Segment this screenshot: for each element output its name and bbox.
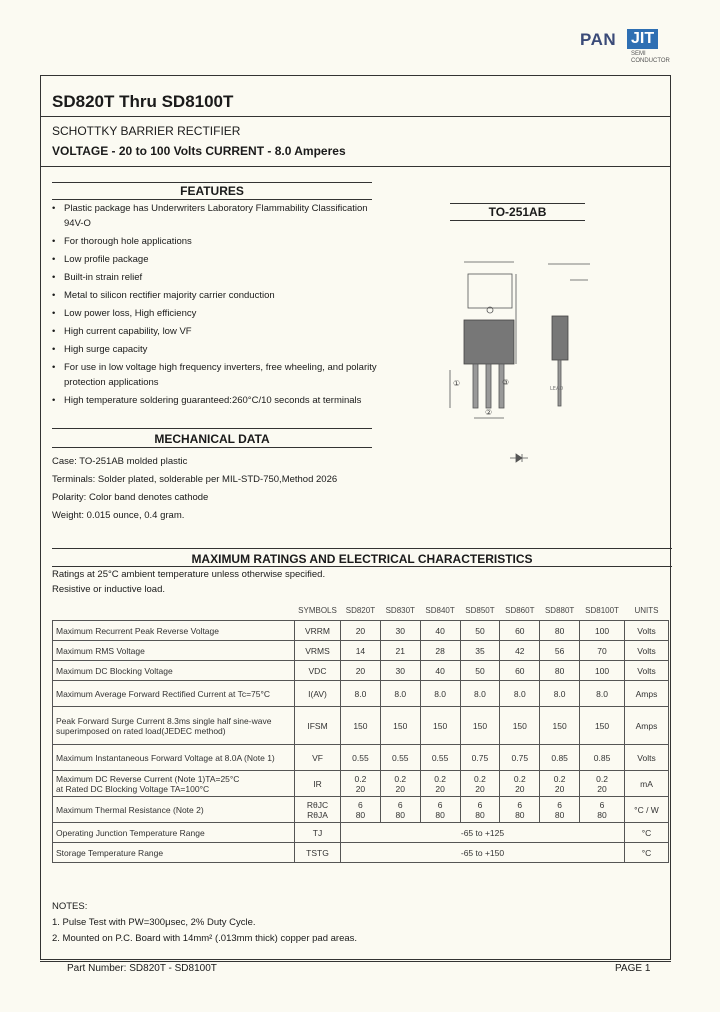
logo-subtext	[631, 51, 670, 65]
value-cell: 0.75	[460, 745, 500, 771]
feature-item: • Plastic package has Underwriters Laboratory Flammability Classification 94V-O	[52, 201, 382, 231]
value-cell	[500, 797, 540, 823]
param-cell: Maximum Average Forward Rectified Current at Tc=75°C	[53, 681, 295, 707]
table-header-cell: SD860T	[500, 600, 540, 621]
value-text: 6	[517, 799, 523, 810]
table-header-cell: UNITS	[625, 600, 669, 621]
logo-jit-text: JIT	[627, 29, 658, 49]
param-cell: Maximum DC Blocking Voltage	[53, 661, 295, 681]
divider	[52, 428, 372, 429]
value-cell: 8.0	[420, 681, 460, 707]
logo-sub-line2: CONDUCTOR	[631, 58, 670, 64]
value-cell: 30	[380, 621, 420, 641]
divider	[52, 182, 372, 183]
value-cell: 8.0	[460, 681, 500, 707]
table-row	[53, 797, 669, 823]
ratings-note: Ratings at 25°C ambient temperature unless otherwise specified.	[52, 569, 326, 580]
param-text: Maximum DC Reverse Current (Note 1)TA=25°C	[56, 773, 240, 784]
mechanical-list	[52, 456, 337, 528]
value-text: 0.2	[474, 773, 486, 784]
feature-item: • For use in low voltage high frequency inverters, free wheeling, and polarity protection applications	[52, 360, 382, 390]
value-text: 80	[435, 809, 445, 820]
table-row	[53, 681, 669, 707]
table-row	[53, 843, 669, 863]
table-row	[53, 707, 669, 745]
table-row	[53, 641, 669, 661]
param-cell: Peak Forward Surge Current 8.3ms single half sine-wave superimposed on rated load(JEDEC method)	[53, 707, 295, 745]
value-cell: 20	[341, 661, 381, 681]
value-text: 6	[599, 799, 605, 810]
symbol-cell: IR	[295, 771, 341, 797]
value-text: 20	[355, 783, 366, 794]
divider	[52, 566, 672, 567]
device-type: SCHOTTKY BARRIER RECTIFIER	[52, 124, 241, 138]
value-cell: 14	[341, 641, 381, 661]
note-item: 2. Mounted on P.C. Board with 14mm² (.013mm thick) copper pad areas.	[52, 933, 358, 944]
param-cell: Maximum Instantaneous Forward Voltage at 8.0A (Note 1)	[53, 745, 295, 771]
panjit-logo	[578, 26, 678, 68]
param-cell: Storage Temperature Range	[53, 843, 295, 863]
logo-pan-text: PAN	[580, 30, 617, 49]
table-header-cell: SD840T	[420, 600, 460, 621]
features-list	[52, 201, 382, 411]
value-cell: 0.55	[341, 745, 381, 771]
feature-item: • Low profile package	[52, 252, 382, 267]
value-cell: 0.55	[420, 745, 460, 771]
value-cell: 70	[580, 641, 625, 661]
value-text: 20	[554, 783, 565, 794]
unit-cell: Volts	[625, 745, 669, 771]
logo-sub-line1: SEMI	[631, 51, 646, 57]
feature-item: • High current capability, low VF	[52, 324, 382, 339]
unit-cell: °C / W	[625, 797, 669, 823]
value-text: 0.2	[513, 773, 526, 784]
value-cell: 80	[540, 621, 580, 641]
value-text: 20	[597, 783, 607, 794]
divider	[52, 199, 372, 200]
feature-item: • For thorough hole applications	[52, 234, 382, 249]
value-cell	[420, 771, 460, 797]
divider	[52, 548, 672, 549]
table-row	[53, 823, 669, 843]
value-cell: 40	[420, 621, 460, 641]
value-cell: 0.85	[540, 745, 580, 771]
value-cell: 8.0	[500, 681, 540, 707]
unit-cell: °C	[625, 823, 669, 843]
value-cell: 8.0	[580, 681, 625, 707]
value-cell: 50	[460, 661, 500, 681]
value-cell: 100	[580, 661, 625, 681]
package-label: TO-251AB	[450, 203, 585, 221]
unit-cell: mA	[625, 771, 669, 797]
ratings-note: Resistive or inductive load.	[52, 584, 165, 595]
feature-item: • Built-in strain relief	[52, 270, 382, 285]
features-heading: FEATURES	[180, 184, 244, 198]
value-cell: 30	[380, 661, 420, 681]
value-text: 0.2	[434, 773, 447, 784]
unit-cell: Volts	[625, 641, 669, 661]
value-text: 20	[435, 783, 445, 794]
feature-item: • Low power loss, High efficiency	[52, 306, 382, 321]
symbol-cell: VRMS	[295, 641, 341, 661]
value-text: 80	[395, 809, 405, 820]
param-cell: Maximum Recurrent Peak Reverse Voltage	[53, 621, 295, 641]
param-cell: Maximum Thermal Resistance (Note 2)	[53, 797, 295, 823]
value-cell: 21	[380, 641, 420, 661]
ratings-table	[52, 600, 669, 863]
value-cell: 8.0	[540, 681, 580, 707]
table-header-row	[53, 600, 669, 621]
value-cell	[341, 771, 381, 797]
value-text: 20	[515, 783, 525, 794]
divider	[40, 116, 671, 117]
value-cell	[341, 797, 381, 823]
pin3-label: ③	[502, 378, 510, 387]
value-cell: -65 to +125	[341, 823, 625, 843]
symbol-cell	[295, 797, 341, 823]
unit-cell: Volts	[625, 621, 669, 641]
table-header-cell: SD830T	[380, 600, 420, 621]
value-cell: 28	[420, 641, 460, 661]
value-cell	[460, 771, 500, 797]
value-cell: 150	[500, 707, 540, 745]
value-cell: 60	[500, 661, 540, 681]
value-cell	[500, 771, 540, 797]
value-cell: 0.75	[500, 745, 540, 771]
symbol-cell: TJ	[295, 823, 341, 843]
unit-cell: Volts	[625, 661, 669, 681]
notes-heading: NOTES:	[52, 901, 88, 912]
unit-cell: °C	[625, 843, 669, 863]
note-item: 1. Pulse Test with PW=300μsec, 2% Duty Cycle.	[52, 917, 256, 928]
table-header-cell: SYMBOLS	[295, 600, 341, 621]
value-text: 6	[477, 799, 483, 810]
mechanical-item: Weight: 0.015 ounce, 0.4 gram.	[52, 510, 185, 521]
package-drawing	[430, 240, 600, 470]
table-row	[53, 661, 669, 681]
value-text: 0.2	[596, 773, 608, 784]
ratings-heading: MAXIMUM RATINGS AND ELECTRICAL CHARACTERISTICS	[191, 552, 533, 566]
footer-divider	[40, 961, 671, 962]
unit-cell: Amps	[625, 707, 669, 745]
value-cell: 150	[380, 707, 420, 745]
value-cell	[380, 771, 420, 797]
value-text: 6	[358, 799, 363, 810]
symbol-text: RθJC	[306, 799, 329, 810]
param-cell: Maximum RMS Voltage	[53, 641, 295, 661]
value-cell: 150	[460, 707, 500, 745]
value-text: 0.2	[354, 773, 367, 784]
divider	[52, 447, 372, 448]
table-row	[53, 771, 669, 797]
mechanical-heading: MECHANICAL DATA	[154, 432, 270, 446]
divider	[40, 166, 671, 167]
lead-label: LEAD	[550, 386, 564, 392]
value-text: 80	[475, 809, 485, 820]
symbol-cell: IFSM	[295, 707, 341, 745]
value-text: 0.2	[394, 773, 407, 784]
value-cell: 0.85	[580, 745, 625, 771]
value-text: 20	[475, 783, 485, 794]
table-row	[53, 621, 669, 641]
value-text: 6	[397, 799, 403, 810]
mechanical-item: Terminals: Solder plated, solderable per MIL-STD-750,Method 2026	[52, 474, 338, 485]
page-title: SD820T Thru SD8100T	[52, 92, 234, 111]
value-cell	[540, 771, 580, 797]
feature-item: • High temperature soldering guaranteed:260°C/10 seconds at terminals	[52, 393, 382, 408]
unit-cell: Amps	[625, 681, 669, 707]
pin2-label: ②	[485, 408, 493, 417]
symbol-cell: VF	[295, 745, 341, 771]
value-cell	[540, 797, 580, 823]
value-text: 80	[355, 809, 366, 820]
value-text: 0.2	[553, 773, 566, 784]
value-text: 80	[554, 809, 565, 820]
symbol-cell: VDC	[295, 661, 341, 681]
value-text: 80	[597, 809, 607, 820]
value-cell: 100	[580, 621, 625, 641]
voltage-current-rating: VOLTAGE - 20 to 100 Volts CURRENT - 8.0 Amperes	[52, 144, 346, 158]
value-cell: 150	[580, 707, 625, 745]
value-cell	[380, 797, 420, 823]
footer-page-number: PAGE 1	[615, 963, 651, 974]
value-text: 20	[395, 783, 405, 794]
table-header-cell: SD8100T	[580, 600, 625, 621]
value-cell: 60	[500, 621, 540, 641]
mechanical-item: Polarity: Color band denotes cathode	[52, 492, 209, 503]
param-cell: Operating Junction Temperature Range	[53, 823, 295, 843]
table-row	[53, 745, 669, 771]
value-cell: 150	[540, 707, 580, 745]
value-cell	[460, 797, 500, 823]
value-cell: 42	[500, 641, 540, 661]
table-header-cell: SD850T	[460, 600, 500, 621]
param-cell	[53, 771, 295, 797]
value-cell: 56	[540, 641, 580, 661]
value-cell: 0.55	[380, 745, 420, 771]
value-text: 6	[437, 799, 443, 810]
value-cell: 80	[540, 661, 580, 681]
value-cell: -65 to +150	[341, 843, 625, 863]
value-cell	[420, 797, 460, 823]
value-text: 80	[515, 809, 525, 820]
feature-item: • Metal to silicon rectifier majority carrier conduction	[52, 288, 382, 303]
table-header-cell: SD880T	[540, 600, 580, 621]
param-text: at Rated DC Blocking Voltage TA=100°C	[56, 783, 210, 794]
footer-part-number: Part Number: SD820T - SD8100T	[67, 963, 217, 974]
value-cell: 50	[460, 621, 500, 641]
feature-item: • High surge capacity	[52, 342, 382, 357]
symbol-text: RθJA	[307, 809, 328, 820]
value-cell: 150	[341, 707, 381, 745]
notes-section	[52, 899, 357, 947]
table-header-cell	[53, 600, 295, 621]
value-cell: 40	[420, 661, 460, 681]
mechanical-item: Case: TO-251AB molded plastic	[52, 456, 188, 467]
symbol-cell: VRRM	[295, 621, 341, 641]
value-cell: 35	[460, 641, 500, 661]
value-cell: 8.0	[380, 681, 420, 707]
value-text: 6	[557, 799, 562, 810]
pin1-label: ①	[453, 379, 461, 388]
symbol-cell: TSTG	[295, 843, 341, 863]
value-cell: 20	[341, 621, 381, 641]
value-cell	[580, 771, 625, 797]
value-cell: 150	[420, 707, 460, 745]
value-cell: 8.0	[341, 681, 381, 707]
value-cell	[580, 797, 625, 823]
symbol-cell: I(AV)	[295, 681, 341, 707]
table-header-cell: SD820T	[341, 600, 381, 621]
